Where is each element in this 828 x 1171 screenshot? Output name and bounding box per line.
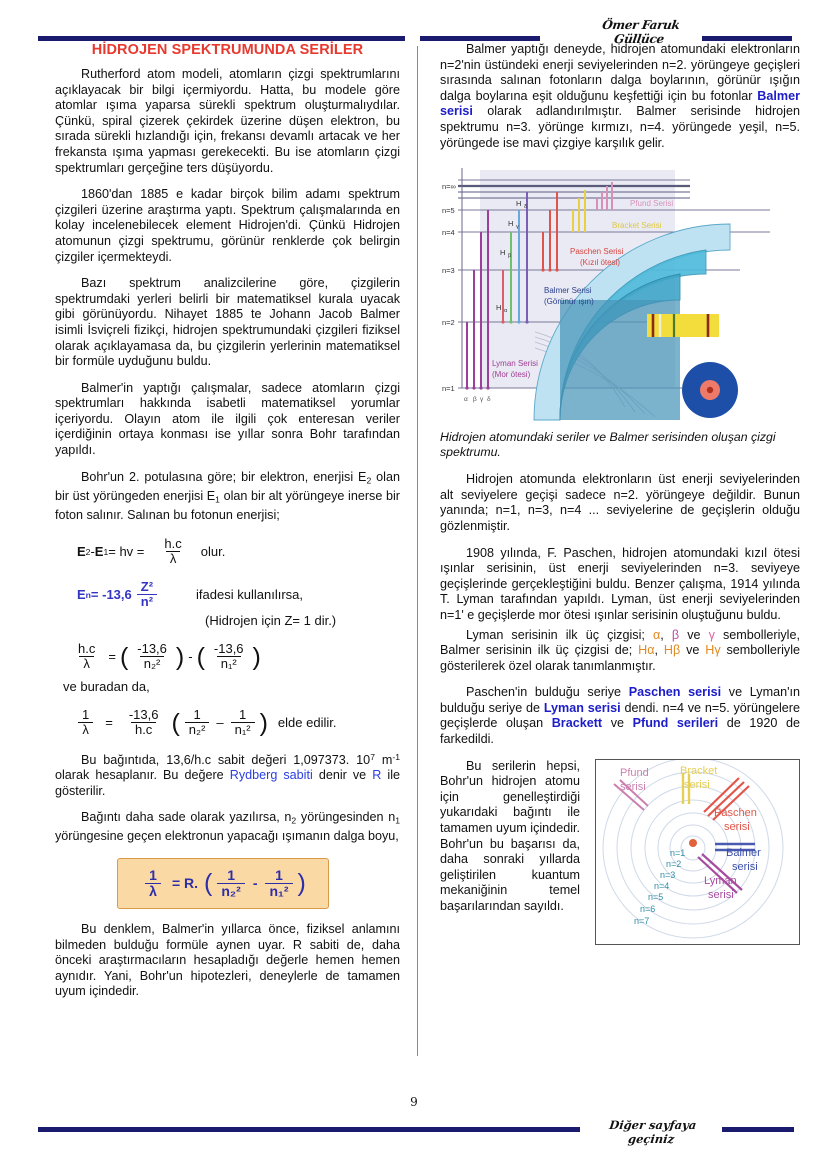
formula2-fraction [137, 580, 157, 609]
svg-text:(Kızıl ötesi): (Kızıl ötesi) [580, 258, 621, 268]
formula4-lhs-num: 1 [82, 707, 90, 723]
boxed-t2-den: n₁² [265, 883, 292, 899]
rydberg-b: m [374, 752, 393, 767]
greek-ve: ve [679, 627, 709, 642]
svg-text:serisi: serisi [724, 820, 750, 833]
boxed-open-paren: ( [204, 869, 213, 898]
paragraph-balmer-experiment [440, 42, 800, 151]
formula3-open-paren-1: ( [119, 642, 129, 671]
formula1-tail: olur. [200, 544, 226, 560]
svg-text:n=2: n=2 [442, 318, 455, 328]
formula4-t1-den: n₂² [185, 722, 210, 737]
svg-text:α: α [504, 308, 508, 315]
formula4-t2-den: n₁² [231, 722, 255, 737]
naming-a: Paschen'in bulduğu seriye [466, 685, 629, 700]
svg-text:serisi: serisi [620, 780, 646, 793]
bottom-section [440, 759, 800, 949]
text-bohr-b: olan bir üst yörüngeden enerjisi E [55, 469, 400, 503]
simpl-c: yörüngesine geçen elektronun yapacağı ışımanın dalga boyu, [55, 829, 399, 844]
simpl-b: yörüngesinden n [296, 810, 396, 825]
author-signature: Ömer Faruk Güllüce [601, 18, 681, 46]
formula1-E1: E [94, 544, 104, 560]
greek-comma2: , [654, 643, 664, 658]
formula1-E: E [77, 544, 86, 560]
formula-photon-energy [55, 537, 400, 566]
rydberg-c: olarak hesaplanır. Bu değere [55, 767, 230, 782]
symbol-h-alpha: Hα [638, 643, 655, 658]
header-rule-right [702, 36, 792, 41]
boxed-lhs-num: 1 [149, 866, 157, 883]
svg-text:H: H [516, 199, 522, 209]
svg-text:Paschen: Paschen [714, 806, 757, 819]
greek-comma1: , [660, 627, 672, 642]
formula1-numerator: h.c [164, 536, 182, 552]
symbol-beta: β [671, 627, 680, 642]
formula1-sub1: 1 [103, 546, 109, 557]
rydberg-a: Bu bağıntıda, 13,6/h.c sabit değeri 1,097373. 10 [81, 752, 371, 767]
formula1-equals-hv: = hv = [108, 544, 145, 560]
rydberg-e: ile gösterilir. [55, 767, 400, 798]
svg-text:serisi: serisi [732, 860, 758, 873]
formula2-En: E [77, 587, 86, 603]
formula2-note1: ifadesi kullanılırsa, [196, 587, 303, 603]
svg-text:Balmer Serisi: Balmer Serisi [544, 286, 592, 296]
svg-text:H: H [500, 248, 506, 258]
brackett-highlight: Brackett [551, 716, 603, 731]
page-number: 9 [410, 1095, 418, 1109]
page-header [0, 0, 828, 46]
formula4-close-paren: ) [259, 708, 268, 737]
figure-caption-energy-diagram: Hidrojen atomundaki seriler ve Balmer serisinden oluşan çizgi spektrumu. [440, 430, 776, 460]
boxed-equals: = R. [171, 875, 199, 892]
paragraph-bohr-postulate [55, 470, 400, 524]
formula-energy-level [55, 580, 400, 628]
svg-text:n=7: n=7 [634, 915, 650, 926]
formula4-equals: = [105, 715, 113, 731]
boxed-term2 [265, 868, 292, 899]
formula2-equals: = -13,6 [90, 587, 132, 603]
paragraph-greek-symbols [440, 628, 800, 675]
formula3-close-paren-2: ) [252, 642, 261, 671]
balmer-series-highlight: Balmer serisi [440, 88, 800, 119]
formula3-lhs-num: h.c [78, 641, 96, 657]
paschen-series-highlight: Paschen serisi [628, 685, 722, 700]
svg-text:γ: γ [480, 396, 484, 404]
formula4-operator: – [216, 715, 224, 731]
simpl-sub1: 1 [395, 815, 401, 826]
formula4-coef-num: -13,6 [128, 707, 159, 723]
svg-text:n=1: n=1 [670, 847, 686, 858]
symbol-alpha: α [652, 627, 661, 642]
formula3-lhs-fraction [74, 642, 99, 671]
formula3-t2-den: n₁² [217, 656, 241, 671]
paragraph-bohr-success: Bu serilerin hepsi, Bohr'un hidrojen atomu için genelleştirdiği yukarıdaki bağıntı ile tamamen uyum içindedir. Bohr'un bu başarısı da, daha sonraki yıllarda geliştirilen kuantum mekaniğinin temel başarılarından sayıldı. [440, 758, 580, 913]
paragraph-conclusion: Bu denklem, Balmer'in yıllarca önce, fiziksel anlamını bilmeden bulduğu formüle aynen uyar. R sabiti de, daha önceki araştırmacıların hesapladığı değerle hemen hemen aynıdır. Yani, Bohr'un hipotezleri, deneylerle de tamamen uyum içindedir. [55, 921, 400, 999]
svg-text:Lyman: Lyman [704, 874, 737, 887]
svg-text:δ: δ [487, 396, 491, 404]
formula2-numerator: Z² [140, 579, 154, 595]
boxed-close-paren: ) [297, 869, 306, 898]
formula3-lhs-den: λ [79, 656, 94, 671]
column-divider [417, 46, 418, 1056]
formula4-t2-num: 1 [239, 707, 247, 723]
svg-text:H: H [496, 303, 502, 313]
svg-text:Balmer: Balmer [726, 846, 761, 859]
svg-text:γ: γ [516, 224, 519, 231]
formula3-close-paren-1: ) [175, 642, 185, 671]
formula2-note2: (Hidrojen için Z= 1 dir.) [205, 613, 337, 629]
svg-text:n=4: n=4 [654, 880, 670, 891]
orbit-series-diagram [595, 759, 800, 945]
rydberg-exp2: -1 [392, 751, 400, 762]
formula1-minus: - [90, 544, 95, 560]
boxed-operator: - [252, 875, 258, 892]
formula3-term1 [133, 642, 171, 671]
naming-b: ve Lyman'ın bulduğu seriye de [440, 685, 800, 715]
greek-ve2: ve [680, 643, 706, 658]
formula2-En-sub: n [85, 589, 91, 600]
formula3-t1-num: -13,6 [137, 641, 167, 657]
balmer-exp-a: Balmer yaptığı deneyde, hidrojen atomundaki elektronların n=2'nin üstündeki enerji seviyelerinden n=2. yörüngeye geçişleri sırasında salınan fotonların dalga boylarının, görünür ışığın dalga boylarına eşit olduğunu keşfettiği için bu fotonlar [440, 42, 800, 103]
paragraph-analysts: Bazı spektrum analizcilerine göre, çizgilerin spektrumdaki yerleri belirli bir matematiksel kurala uyacak gibi görünüyordu. Nihayet 1885 te Johann Jacob Balmer isimli İsviçreli fizikçi, hidrojen spektrumundaki çizgileri fiziksel olarak açıklayamasa da, bu çizgilerin yerlerinin matematiksel bir formüle uyduğunu buldu. [55, 276, 400, 369]
boxed-lhs-fraction [145, 868, 161, 899]
svg-text:n=6: n=6 [640, 903, 656, 914]
energy-level-diagram [440, 162, 800, 424]
symbol-h-gamma: Hγ [705, 643, 721, 658]
formula3-equals: = [108, 649, 116, 665]
formula-rydberg-boxed [117, 858, 329, 909]
paragraph-transitions: Hidrojen atomunda elektronların üst enerji seviyelerinden alt seviyelere geçişi sadece n=2. yörüngeye değildir. Bunun yanında; n=1, n=3, n=4 ... seviyelerine de geçişlerin olduğu gözlenmiştir. [440, 472, 800, 533]
formula2-denominator: n² [137, 594, 157, 609]
greek-c: sembolleriyle gösterilerek özel olarak tanımlanmıştır. [440, 643, 800, 673]
svg-text:n=3: n=3 [660, 869, 676, 880]
page-footer [0, 1095, 828, 1155]
svg-text:n=2: n=2 [666, 858, 682, 869]
naming-e: de 1920 de farkedildi. [440, 716, 800, 747]
header-rule-left [38, 36, 405, 41]
svg-text:Pfund Serisi: Pfund Serisi [630, 199, 674, 209]
left-column [55, 42, 400, 1011]
boxed-t2-num: 1 [275, 866, 283, 883]
energy-diagram-svg [440, 162, 800, 424]
svg-text:δ: δ [524, 204, 528, 211]
svg-text:n=5: n=5 [442, 206, 455, 216]
sub-2: 2 [366, 475, 372, 486]
rydberg-constant-link: Rydberg sabiti [229, 767, 313, 782]
svg-text:Paschen Serisi: Paschen Serisi [570, 247, 624, 257]
sub-1: 1 [215, 494, 220, 505]
formula-rydberg-derivation [55, 708, 400, 737]
boxed-lhs-den: λ [145, 883, 161, 899]
formula1-sub2: 2 [85, 546, 91, 557]
formula4-lhs-den: λ [78, 722, 93, 737]
rydberg-symbol-R: R [372, 767, 382, 782]
svg-text:n=1: n=1 [442, 384, 455, 394]
svg-text:(Mor ötesi): (Mor ötesi) [492, 370, 531, 380]
svg-text:β: β [473, 396, 477, 404]
footer-rule-left [38, 1127, 580, 1132]
page-title: HİDROJEN SPEKTRUMUNDA SERİLER [91, 42, 364, 58]
boxed-t1-num: 1 [227, 866, 235, 883]
formula3-term2 [210, 642, 248, 671]
formula3-t1-den: n₂² [140, 656, 165, 671]
symbol-h-beta: Hβ [663, 643, 681, 658]
svg-text:serisi: serisi [708, 888, 734, 901]
formula3-t2-num: -13,6 [213, 641, 244, 657]
svg-text:Lyman Serisi: Lyman Serisi [492, 359, 538, 369]
svg-text:α: α [464, 396, 468, 404]
greek-b: sembolleriyle, Balmer serisinin ilk üç çizgisi de; [440, 627, 800, 658]
formula4-term2 [231, 708, 255, 737]
boxed-t1-den: n₂² [217, 883, 244, 899]
text-bohr-c: olan bir alt yörüngeye inerse bir foton salınır. Salınan bu fotonun enerjisi; [55, 488, 400, 522]
paragraph-rutherford: Rutherford atom modeli, atomların çizgi spektrumlarını açıklayacak bir bilgi içermiyordu. Hatta, bu modele göre atomlar ışıma yaparsa sürekli spektrum oluşturmalıydılar. Çünkü, spiral çizerek çekirdek üzerine düşen elektron, bu sırada sürekli hızlandığı için, frekansı devamlı artacak ve her frekansta ışıma yapması gerekecekti. Bu ise atomların çizgi spektrumları gerçeğine ters düşüyordu. [55, 67, 400, 175]
svg-text:H: H [508, 219, 514, 229]
orbit-diagram-svg [596, 760, 799, 944]
naming-c: dendi. n=4 ve n=5. yörüngelere geçişlerde oluşan [440, 700, 801, 731]
footer-note: Diğer sayfaya geçiniz [608, 1118, 698, 1146]
paragraph-paschen-lyman: 1908 yılında, F. Paschen, hidrojen atomundaki kızıl ötesi ışınlar serisinin, üst enerji seviyelerinden n=3. seviyeye geçişlerinde gerçekleştiğini buldu. Benzer çalışma, 1914 yılında T. Lyman tarafından yapıldı. Lyman, üst enerji seviyelerinden n=1' e geçişlerde mor ötesi ışınlar serisinin oluştuğunu buldu. [440, 545, 800, 622]
lyman-series-highlight: Lyman serisi [543, 700, 621, 715]
pfund-series-highlight: Pfund serileri [632, 716, 719, 731]
svg-text:Pfund: Pfund [620, 766, 649, 779]
formula3-open-paren-2: ( [196, 642, 205, 671]
paragraph-series-naming [440, 685, 800, 747]
svg-text:n=5: n=5 [648, 891, 664, 902]
balmer-exp-b: olarak adlandırılmıştır. Balmer serisinde hidrojen spektrumu n=3. yörünge kırmızı, n=4. yörüngede yeşil, n=5. yörüngede ise mavi çizgiye karşılık gelir. [440, 104, 800, 150]
simpl-a: Bağıntı daha sade olarak yazılırsa, n [81, 810, 292, 825]
svg-text:Bracket Serisi: Bracket Serisi [612, 221, 662, 231]
boxed-term1 [217, 868, 244, 899]
svg-text:n=3: n=3 [442, 266, 455, 276]
text-bohr-a: Bohr'un 2. potulasına göre; bir elektron, enerjisi E [81, 469, 367, 484]
formula-difference [55, 642, 400, 694]
formula4-lhs-fraction [78, 708, 93, 737]
formula4-open-paren: ( [171, 708, 180, 737]
formula4-coefficient [125, 708, 163, 737]
formula1-denominator: λ [166, 551, 181, 566]
formula4-t1-num: 1 [193, 707, 201, 723]
paragraph-rydberg [55, 750, 400, 800]
svg-text:Bracket: Bracket [680, 764, 718, 777]
formula4-coef-den: h.c [131, 722, 156, 737]
formula4-tail: elde edilir. [277, 715, 337, 731]
formula3-operator: - [188, 649, 193, 665]
formula3-after-text: ve buradan da, [63, 679, 150, 695]
svg-text:β: β [508, 253, 512, 260]
paragraph-simplified [55, 810, 400, 845]
header-rule-middle [420, 36, 540, 41]
rydberg-d: denir ve [312, 767, 373, 782]
paragraph-balmer-work: Balmer'in yaptığı çalışmalar, sadece atomların çizgi spektrumları hakkında isabetli matematiksel yorumlar içeriyordu. Olayın atom ile ilgili çok enteresan veriler içerdiğinin ortaya konması ise yıllar sonra Bohr tarafından yapıldı. [55, 380, 400, 458]
svg-text:(Görünür ışın): (Görünür ışın) [544, 297, 594, 307]
simpl-sub2: 2 [291, 815, 297, 826]
rydberg-exp: 7 [370, 751, 375, 762]
naming-d: ve [602, 716, 633, 731]
paragraph-1860: 1860'dan 1885 e kadar birçok bilim adamı spektrum çizgileri üzerine araştırma yaptı. Spektrum çalışmalarında en kolay incelenebilecek element Hidrojen'di. Çünkü Hidrojen atomunun çizgi spektrumu, görünür renklerde çok belirgin çizgiler içermekteydi. [55, 187, 400, 264]
svg-text:serisi: serisi [684, 778, 710, 791]
formula1-fraction [160, 537, 185, 566]
right-column [440, 42, 800, 949]
greek-a: Lyman serisinin ilk üç çizgisi; [466, 627, 653, 642]
formula4-term1 [185, 708, 210, 737]
symbol-gamma: γ [708, 627, 715, 642]
svg-text:n=∞: n=∞ [442, 182, 456, 192]
footer-rule-right [722, 1127, 794, 1132]
svg-text:n=4: n=4 [442, 228, 455, 238]
